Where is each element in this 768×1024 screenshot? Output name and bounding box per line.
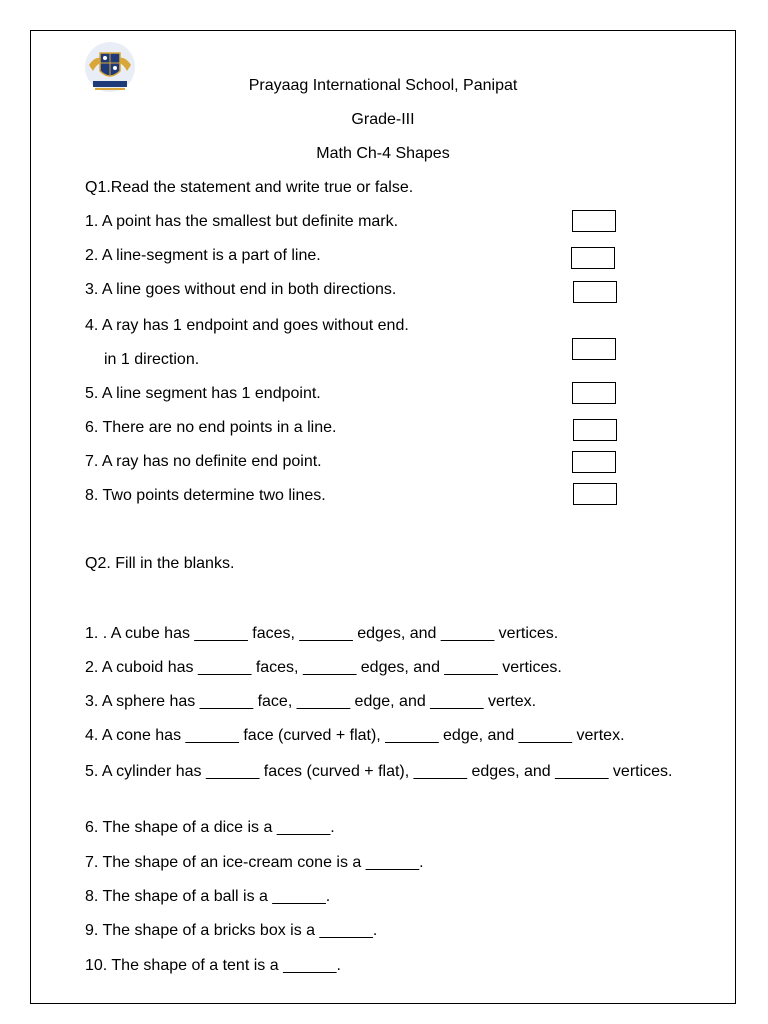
answer-box-3[interactable]	[573, 281, 617, 303]
school-name: Prayaag International School, Panipat	[248, 77, 518, 94]
worksheet-title: Math Ch-4 Shapes	[316, 145, 450, 162]
q1-statement-1: 1. A point has the smallest but definite mark.	[85, 213, 399, 230]
q1-statement-3: 3. A line goes without end in both directions.	[85, 281, 397, 298]
q1-statement-6: 6. There are no end points in a line.	[85, 419, 337, 436]
q2-blank-4: 4. A cone has ______ face (curved + flat), ______ edge, and ______ vertex.	[85, 727, 625, 744]
answer-box-1[interactable]	[572, 210, 616, 232]
answer-box-2[interactable]	[571, 247, 615, 269]
q1-statement-2: 2. A line-segment is a part of line.	[85, 247, 321, 264]
q1-statement-8: 8. Two points determine two lines.	[85, 487, 326, 504]
q2-blank-8: 8. The shape of a ball is a ______.	[85, 888, 331, 905]
q2-blank-3: 3. A sphere has ______ face, ______ edge, and ______ vertex.	[85, 693, 537, 710]
grade-label: Grade-III	[351, 111, 415, 128]
answer-box-6[interactable]	[573, 419, 617, 441]
answer-box-4[interactable]	[572, 338, 616, 360]
q2-blank-2: 2. A cuboid has ______ faces, ______ edges, and ______ vertices.	[85, 659, 562, 676]
q2-blank-1: 1. . A cube has ______ faces, ______ edges, and ______ vertices.	[85, 625, 559, 642]
q1-title: Q1.Read the statement and write true or false.	[85, 179, 414, 196]
q2-blank-9: 9. The shape of a bricks box is a ______.	[85, 922, 378, 939]
answer-box-8[interactable]	[573, 483, 617, 505]
q2-title: Q2. Fill in the blanks.	[85, 555, 235, 572]
q2-blank-6: 6. The shape of a dice is a ______.	[85, 819, 335, 836]
answer-box-7[interactable]	[572, 451, 616, 473]
q1-statement-4-continued: in 1 direction.	[104, 351, 200, 368]
q1-statement-5: 5. A line segment has 1 endpoint.	[85, 385, 321, 402]
answer-box-5[interactable]	[572, 382, 616, 404]
q1-statement-7: 7. A ray has no definite end point.	[85, 453, 322, 470]
q2-blank-10: 10. The shape of a tent is a ______.	[85, 957, 341, 974]
q1-statement-4: 4. A ray has 1 endpoint and goes without end.	[85, 317, 409, 334]
q2-blank-7: 7. The shape of an ice-cream cone is a ______.	[85, 854, 424, 871]
q2-blank-5: 5. A cylinder has ______ faces (curved + flat), ______ edges, and ______ vertices.	[85, 763, 673, 780]
